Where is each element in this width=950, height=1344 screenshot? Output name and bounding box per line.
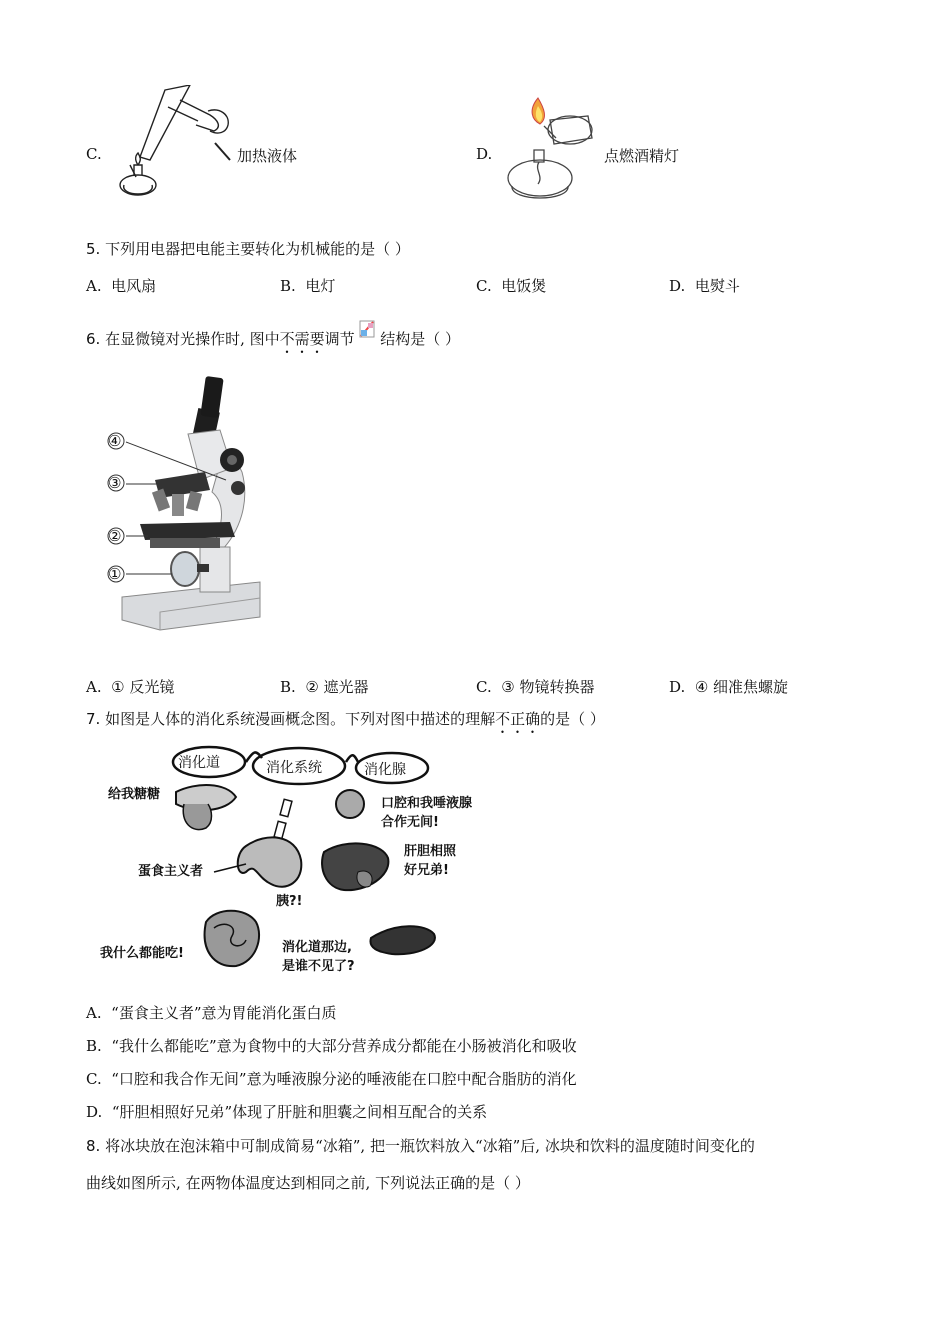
microscope-label-1: ① (108, 565, 122, 583)
option-text: ② 遮光器 (305, 678, 369, 696)
question-6-option-b (280, 676, 369, 697)
question-7-option-b (86, 1035, 577, 1056)
option-letter: D. (86, 1103, 103, 1121)
question-8-line-2: 曲线如图所示, 在两物体温度达到相同之前, 下列说法正确的是（ ） (86, 1174, 530, 1192)
option-text: ④ 细准焦螺旋 (694, 678, 789, 696)
microscope-label-3: ③ (108, 474, 122, 492)
question-8-number: 8. (86, 1137, 101, 1155)
question-6 (86, 320, 460, 357)
cartoon-gland-label: 消化腺 (364, 762, 406, 778)
microscope-figure (100, 372, 270, 637)
question-5-option-b (280, 275, 335, 296)
digestive-system-cartoon (96, 742, 496, 982)
question-7-stem-emphasis: 不正确 (495, 710, 541, 728)
question-7-number: 7. (86, 710, 101, 728)
option-letter: B. (280, 678, 296, 696)
option-text: 电风扇 (111, 277, 157, 295)
question-8-line-1: 将冰块放在泡沫箱中可制成简易“冰箱”, 把一瓶饮料放入“冰箱”后, 冰块和饮料的温度随时间变化的 (105, 1137, 755, 1155)
cartoon-tract-label: 消化道 (178, 755, 220, 771)
q4-option-c-text: 加热液体 (237, 147, 298, 165)
option-text: ③ 物镜转换器 (501, 678, 595, 696)
question-7-stem-after: 的是（ ） (540, 710, 605, 728)
question-6-number: 6. (86, 330, 101, 348)
option-text: “口腔和我合作无间”意为唾液腺分泌的唾液能在口腔中配合脂肪的消化 (111, 1070, 577, 1088)
broken-image-icon (359, 320, 375, 338)
option-text: “我什么都能吃”意为食物中的大部分营养成分都能在小肠被消化和吸收 (111, 1037, 577, 1055)
cartoon-salivary-text: 口腔和我唾液腺 合作无间! (381, 796, 473, 830)
microscope-label-2: ② (108, 527, 122, 545)
option-text: 电饭煲 (501, 277, 547, 295)
cartoon-missing-text: 消化道那边, 是谁不见了? (282, 940, 355, 974)
question-7-option-a (86, 1002, 337, 1023)
option-text: 电熨斗 (694, 277, 740, 295)
cartoon-liver-text: 肝胆相照 好兄弟! (404, 844, 457, 878)
question-5-option-c (476, 275, 546, 296)
option-text: “肝胆相照好兄弟”体现了肝脏和胆囊之间相互配合的关系 (111, 1103, 488, 1121)
cartoon-mouth-text: 给我糖糖 (108, 787, 161, 802)
option-text: ① 反光镜 (111, 678, 175, 696)
question-7-stem-before: 如图是人体的消化系统漫画概念图。下列对图中描述的理解 (105, 710, 496, 728)
option-text: 电灯 (305, 277, 336, 295)
q4-option-d-letter: D. (476, 145, 493, 163)
question-6-stem-mid: 调节 (324, 330, 355, 348)
cartoon-pancreas-question: 胰?! (276, 894, 303, 909)
question-6-option-d (669, 676, 788, 697)
option-letter: B. (86, 1037, 102, 1055)
option-letter: A. (86, 678, 102, 696)
question-6-stem-after: 结构是（ ） (380, 330, 461, 348)
question-5-number: 5. (86, 240, 101, 258)
cartoon-stomach-text: 蛋食主义者 (138, 864, 204, 879)
cartoon-system-label: 消化系统 (266, 760, 322, 776)
question-5 (86, 238, 410, 259)
question-5-stem: 下列用电器把电能主要转化为机械能的是（ ） (105, 240, 410, 258)
question-6-option-c (476, 676, 594, 697)
option-letter: C. (86, 1070, 102, 1088)
cartoon-intestine-text: 我什么都能吃! (100, 946, 184, 961)
option-letter: B. (280, 277, 296, 295)
q4-option-c-figure (110, 85, 240, 205)
question-6-stem-before: 在显微镜对光操作时, 图中 (105, 330, 280, 348)
question-8 (86, 1135, 755, 1156)
microscope-label-4: ④ (108, 432, 122, 450)
option-text: “蛋食主义者”意为胃能消化蛋白质 (111, 1004, 337, 1022)
option-letter: A. (86, 1004, 102, 1022)
question-6-option-a (86, 676, 174, 697)
question-5-option-d (669, 275, 740, 296)
option-letter: D. (669, 678, 686, 696)
q4-option-d-figure (498, 90, 598, 205)
option-letter: C. (476, 277, 492, 295)
question-7-option-d (86, 1101, 487, 1122)
q4-option-c-letter: C. (86, 145, 102, 163)
q4-option-d-text: 点燃酒精灯 (604, 147, 680, 165)
question-5-option-a (86, 275, 156, 296)
option-letter: A. (86, 277, 102, 295)
question-7 (86, 708, 605, 737)
option-letter: D. (669, 277, 686, 295)
option-letter: C. (476, 678, 492, 696)
question-7-option-c (86, 1068, 577, 1089)
question-6-stem-emphasis: 不需要 (279, 330, 325, 348)
